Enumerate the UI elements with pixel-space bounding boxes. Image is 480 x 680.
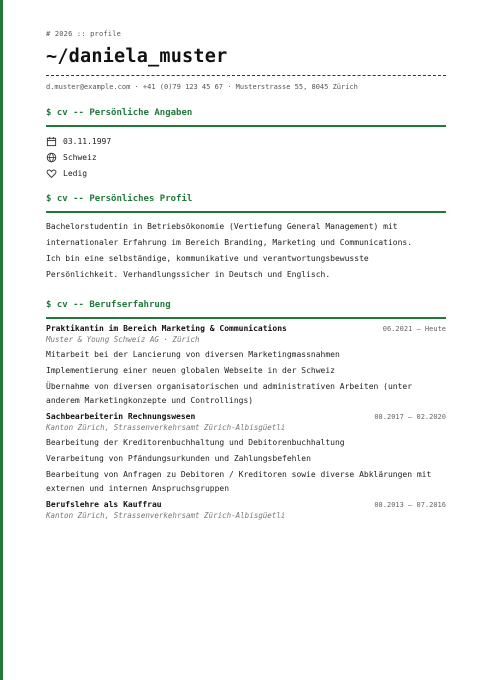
job-entry xyxy=(46,324,446,408)
personal-birthdate xyxy=(46,133,446,149)
profile-line: Persönlichkeit. Verhandlungssicher in Deutsch und Englisch. xyxy=(46,270,331,279)
personal-nationality xyxy=(46,149,446,165)
job-task: Bearbeitung von Anfragen zu Debitoren / Kreditoren sowie diverse Abklärungen mit externen und internen Anspruchsgruppen xyxy=(46,470,432,493)
header-kicker: # 2026 :: profile xyxy=(46,30,122,38)
personal-civil-status xyxy=(46,165,446,181)
job-organization: Kanton Zürich, Strassenverkehrsamt Zürich-Albisgüetli xyxy=(46,423,286,432)
profile-line: Bachelorstudentin in Betriebsökonomie (Vertiefung General Management) mit xyxy=(46,222,398,231)
job-organization: Muster & Young Schweiz AG · Zürich xyxy=(46,335,200,344)
calendar-icon xyxy=(46,136,57,147)
job-date: 06.2021 – Heute xyxy=(382,325,446,333)
personal-birthdate-text: 03.11.1997 xyxy=(63,136,112,146)
section-title-personal: $ cv -- Persönliche Angaben xyxy=(46,108,193,118)
job-task-list xyxy=(46,436,446,496)
profile-line: Ich bin eine selbständige, kommunikative und verantwortungsbewusste xyxy=(46,254,369,263)
heart-icon xyxy=(46,168,57,179)
section-title-experience: $ cv -- Berufserfahrung xyxy=(46,300,171,310)
cv-page xyxy=(46,30,446,520)
job-organization: Kanton Zürich, Strassenverkehrsamt Zürich-Albisgüetli xyxy=(46,511,286,520)
job-date: 08.2013 – 07.2016 xyxy=(374,501,446,509)
section-title-profile: $ cv -- Persönliches Profil xyxy=(46,194,193,204)
contact-line: d.muster@example.com · +41 (0)79 123 45 67 · Musterstrasse 55, 8045 Zürich xyxy=(46,83,358,91)
title-divider xyxy=(46,75,446,76)
job-task: Verarbeitung von Pfändungsurkunden und Zahlungsbefehlen xyxy=(46,454,311,463)
section-divider xyxy=(46,317,446,319)
globe-icon xyxy=(46,152,57,163)
section-divider xyxy=(46,211,446,213)
personal-civil-status-text: Ledig xyxy=(63,168,88,178)
job-task-list xyxy=(46,348,446,408)
job-task: Übernahme von diversen organisatorischen und administrativen Arbeiten (unter anderem Marketingkonzepte und Controllings) xyxy=(46,382,413,405)
job-task: Bearbeitung der Kreditorenbuchhaltung und Debitorenbuchhaltung xyxy=(46,438,345,447)
section-divider xyxy=(46,125,446,127)
job-entry xyxy=(46,412,446,496)
profile-line: internationaler Erfahrung im Bereich Branding, Marketing und Communications. xyxy=(46,238,413,247)
job-title: Sachbearbeiterin Rechnungswesen xyxy=(46,412,196,421)
accent-bar xyxy=(0,0,3,680)
job-title: Praktikantin im Bereich Marketing & Communications xyxy=(46,324,287,333)
personal-details-list xyxy=(46,133,446,181)
page-title: ~/daniela_muster xyxy=(46,46,228,67)
job-task: Mitarbeit bei der Lancierung von diversen Marketingmassnahmen xyxy=(46,350,340,359)
personal-nationality-text: Schweiz xyxy=(63,152,97,162)
job-task: Implementierung einer neuen globalen Webseite in der Schweiz xyxy=(46,366,335,375)
job-date: 08.2017 – 02.2020 xyxy=(374,413,446,421)
job-title: Berufslehre als Kauffrau xyxy=(46,500,162,509)
job-entry xyxy=(46,500,446,520)
profile-text xyxy=(46,219,446,283)
